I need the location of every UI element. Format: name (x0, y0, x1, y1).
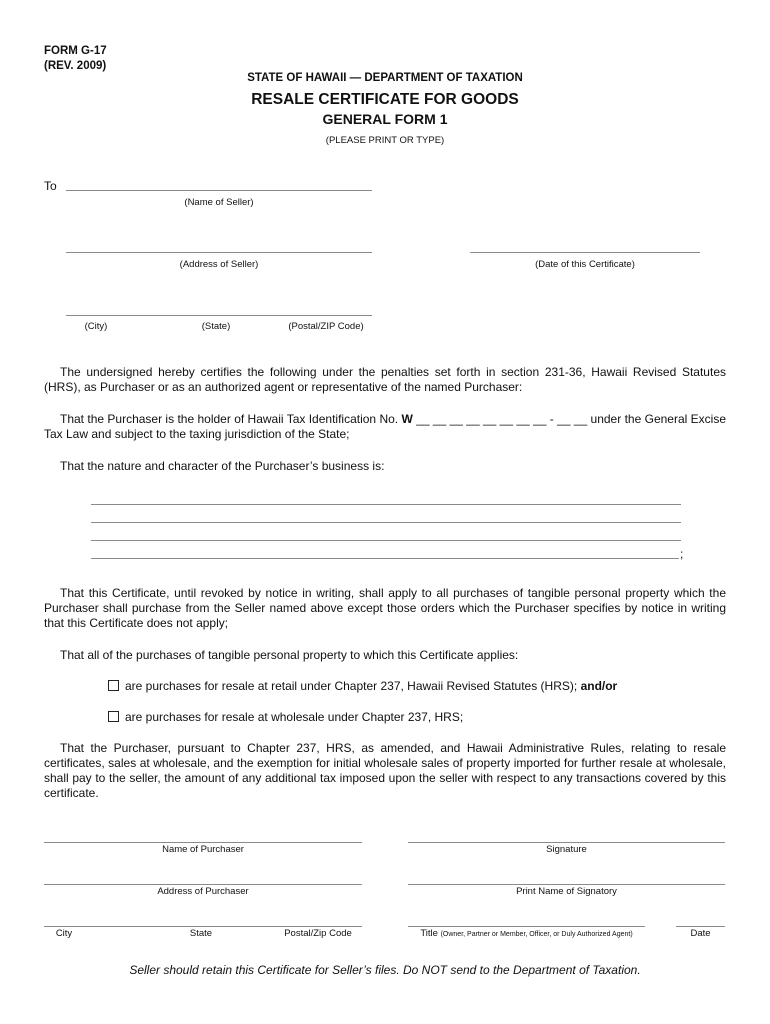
form-number: FORM G-17 (44, 45, 107, 57)
certificate-date-caption: (Date of this Certificate) (535, 259, 635, 270)
wholesale-option-label: are purchases for resale at wholesale under Chapter 237, HRS; (125, 710, 464, 724)
purchaser-zip-caption: Postal/Zip Code (284, 928, 352, 939)
seller-name-caption: (Name of Seller) (184, 197, 254, 208)
form-subtitle: GENERAL FORM 1 (322, 111, 448, 127)
purchaser-city-caption: City (55, 928, 73, 939)
form-revision: (REV. 2009) (44, 60, 107, 72)
retail-option (108, 679, 617, 693)
seller-city-caption: (City) (84, 321, 108, 332)
applies-paragraph: That all of the purchases of tangible personal property to which this Certificate applies: (60, 648, 519, 662)
title-caption-label: Title (420, 928, 438, 939)
title-caption (408, 928, 645, 939)
wholesale-checkbox[interactable] (108, 711, 119, 722)
retail-checkbox[interactable] (108, 680, 119, 691)
seller-city-state-zip-line[interactable] (66, 315, 372, 316)
revocation-paragraph: That this Certificate, until revoked by notice in writing, shall apply to all purchases of tangible personal property which the Purchaser shall purchase from the Seller named above except those orders which the Purchaser specifies by notice in writing that this Certificate does not apply; (44, 586, 726, 630)
business-line-3[interactable] (91, 540, 681, 541)
agency-heading: STATE OF HAWAII — DEPARTMENT OF TAXATION (247, 72, 523, 84)
retail-option-label: are purchases for resale at retail under Chapter 237, Hawaii Revised Statutes (HRS); (125, 679, 578, 693)
purchaser-date-caption: Date (690, 928, 711, 939)
purchaser-date-line[interactable] (676, 926, 725, 927)
wholesale-option (108, 710, 463, 724)
certificate-date-line[interactable] (470, 252, 700, 253)
tax-payment-paragraph: That the Purchaser, pursuant to Chapter 237, HRS, as amended, and Hawaii Administrative Rules, relating to resale certificates, sales at wholesale, and the exemption for initial wholesale sales of property imported for further resale at wholesale, shall pay to the seller, the amount of any additional tax imposed upon the seller with respect to any transactions covered by this certificate. (44, 741, 726, 800)
business-nature-paragraph: That the nature and character of the Purchaser’s business is: (60, 459, 385, 473)
purchaser-name-line[interactable] (44, 842, 362, 843)
tax-id-paragraph (44, 412, 726, 442)
signature-line[interactable] (408, 842, 725, 843)
to-label: To (44, 179, 57, 193)
business-line-1[interactable] (91, 504, 681, 505)
purchaser-name-caption: Name of Purchaser (162, 844, 244, 855)
print-name-line[interactable] (408, 884, 725, 885)
title-line[interactable] (408, 926, 645, 927)
seller-state-caption: (State) (201, 321, 231, 332)
seller-address-line[interactable] (66, 252, 372, 253)
tax-id-intro: That the Purchaser is the holder of Hawaii Tax Identification No. (60, 412, 399, 426)
business-line-4[interactable] (91, 558, 679, 559)
tax-id-blanks[interactable]: __ __ __ __ __ __ __ __ - __ __ (416, 412, 588, 426)
business-semicolon: ; (680, 547, 684, 561)
print-name-caption: Print Name of Signatory (516, 886, 617, 897)
print-instruction: (PLEASE PRINT OR TYPE) (325, 135, 445, 146)
signature-caption: Signature (546, 844, 587, 855)
purchaser-address-caption: Address of Purchaser (157, 886, 249, 897)
form-title: RESALE CERTIFICATE FOR GOODS (251, 91, 519, 108)
seller-address-caption: (Address of Seller) (179, 259, 259, 270)
tax-id-prefix: W (401, 412, 413, 426)
purchaser-city-state-zip-line[interactable] (44, 926, 362, 927)
retail-option-and-or: and/or (580, 679, 618, 693)
seller-name-line[interactable] (66, 190, 372, 191)
business-line-2[interactable] (91, 522, 681, 523)
purchaser-address-line[interactable] (44, 884, 362, 885)
form-identifier (44, 44, 107, 74)
certification-paragraph: The undersigned hereby certifies the following under the penalties set forth in section 231-36, Hawaii Revised Statutes (HRS), as Purchaser or as an authorized agent or representative of the named Purchaser: (44, 365, 726, 394)
seller-zip-caption: (Postal/ZIP Code) (288, 321, 364, 332)
title-caption-note: (Owner, Partner or Member, Officer, or Duly Authorized Agent) (440, 931, 633, 938)
tax-id-outro: under the General Excise Tax Law and subject to the taxing jurisdiction of the State; (44, 412, 726, 441)
retention-notice: Seller should retain this Certificate for Seller’s files. Do NOT send to the Department of Taxation. (129, 963, 641, 977)
purchaser-state-caption: State (189, 928, 213, 939)
